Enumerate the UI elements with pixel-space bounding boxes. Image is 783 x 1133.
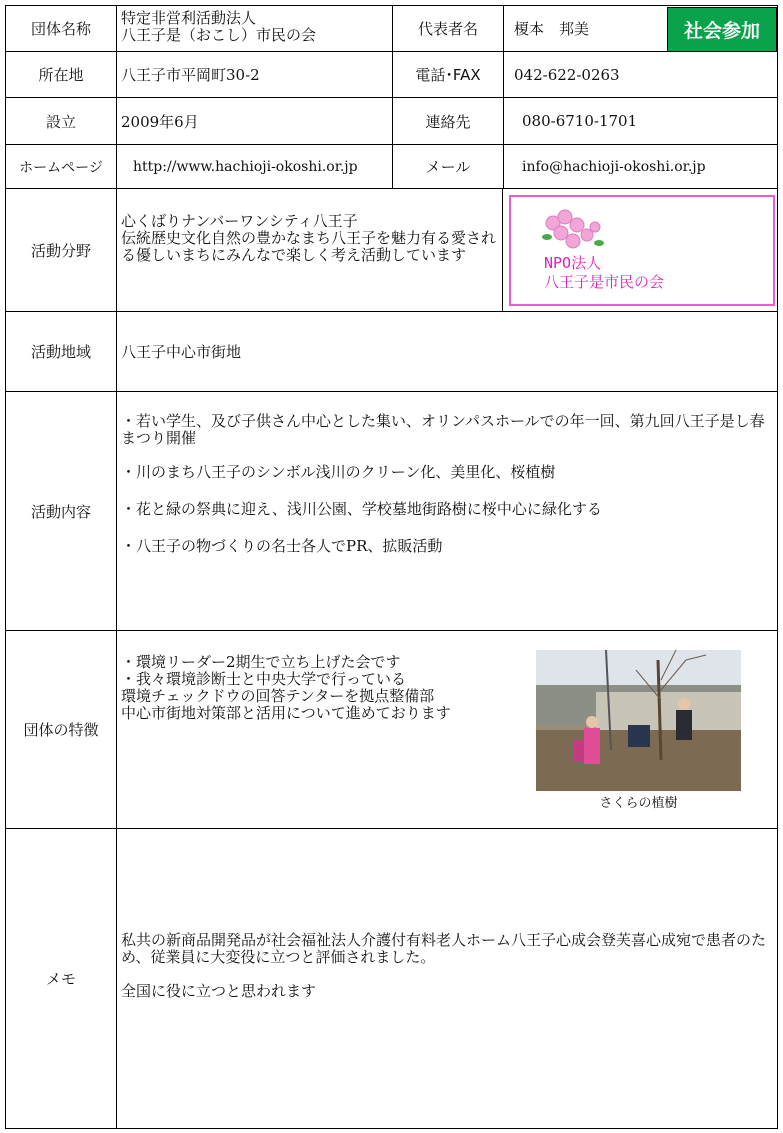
logo-line1: NPO法人 <box>544 254 602 272</box>
rep-label: 代表者名 <box>392 5 504 52</box>
contact-value: 080-6710-1701 <box>503 97 778 145</box>
org-name-label: 団体名称 <box>5 5 117 52</box>
org-name-value <box>116 5 393 52</box>
activity-item: ・川のまち八王子のシンボル浅川のクリーン化、美里化、桜植樹 <box>121 463 556 481</box>
field-text <box>121 213 501 264</box>
homepage-label: ホームページ <box>5 144 117 189</box>
activities-label: 活動内容 <box>5 391 117 631</box>
memo-para2: 全国に役に立つと思われます <box>121 982 317 1000</box>
activities-list <box>116 391 778 631</box>
profile-sheet <box>5 5 778 1129</box>
area-value: 八王子中心市街地 <box>116 311 778 392</box>
rep-name: 榎本 邦美 <box>503 5 778 52</box>
founded-label: 設立 <box>5 97 117 145</box>
tree-planting-photo <box>536 650 741 791</box>
logo-line2: 八王子是市民の会 <box>544 273 665 291</box>
category-badge: 社会参加 <box>667 7 777 52</box>
activity-item: ・八王子の物づくりの名士各人でPR、拡販活動 <box>121 537 443 555</box>
memo-label: メモ <box>5 828 117 1129</box>
feature-line: 中心市街地対策部と活用について進めております <box>121 704 451 722</box>
field-line1: 心くばりナンバーワンシティ八王子 <box>121 212 358 230</box>
contact-label: 連絡先 <box>392 97 504 145</box>
mail-link[interactable]: info@hachioji-okoshi.or.jp <box>503 144 778 189</box>
area-label: 活動地域 <box>5 311 117 392</box>
field-line2: 伝統歴史文化自然の豊かなまち八王子を魅力有る愛される優しいまちにみんなで楽しく考え活動しています <box>121 229 497 264</box>
feature-line: ・我々環境診断士と中央大学で行っている <box>121 670 407 688</box>
phone-label: 電話･FAX <box>392 51 504 98</box>
memo-body <box>116 828 778 1129</box>
tree-planting-image <box>536 650 741 791</box>
features-text <box>121 654 451 722</box>
photo-caption: さくらの植樹 <box>599 796 678 811</box>
founded-value: 2009年6月 <box>116 97 393 145</box>
address-value: 八王子市平岡町30-2 <box>116 51 393 98</box>
feature-line: ・環境リーダー2期生で立ち上げた会です <box>121 653 401 671</box>
field-divider <box>502 188 503 312</box>
field-cell <box>116 188 778 312</box>
memo-para1: 私共の新商品開発品が社会福祉法人介護付有料老人ホーム八王子心成会登芙喜心成宛で患者のため、従業員に大変役に立つと評価されました。 <box>121 931 767 966</box>
features-cell <box>116 630 778 829</box>
address-label: 所在地 <box>5 51 117 98</box>
cherry-blossom-icon <box>539 205 609 255</box>
activity-item: ・花と緑の祭典に迎え、浅川公園、学校墓地街路樹に桜中心に緑化する <box>121 500 602 518</box>
homepage-link[interactable]: http://www.hachioji-okoshi.or.jp <box>116 144 393 189</box>
org-name-line2: 八王子是（おこし）市民の会 <box>121 26 317 44</box>
features-label: 団体の特徴 <box>5 630 117 829</box>
field-label: 活動分野 <box>5 188 117 312</box>
org-name-line1: 特定非営利活動法人 <box>121 9 257 27</box>
phone-value: 042-622-0263 <box>503 51 778 98</box>
mail-label: メール <box>392 144 504 189</box>
activity-item: ・若い学生、及び子供さん中心とした集い、オリンパスホールでの年一回、第九回八王子是し春まつり開催 <box>121 412 765 447</box>
feature-line: 環境チェックドウの回答テンターを拠点整備部 <box>121 687 435 705</box>
org-logo <box>509 195 775 306</box>
